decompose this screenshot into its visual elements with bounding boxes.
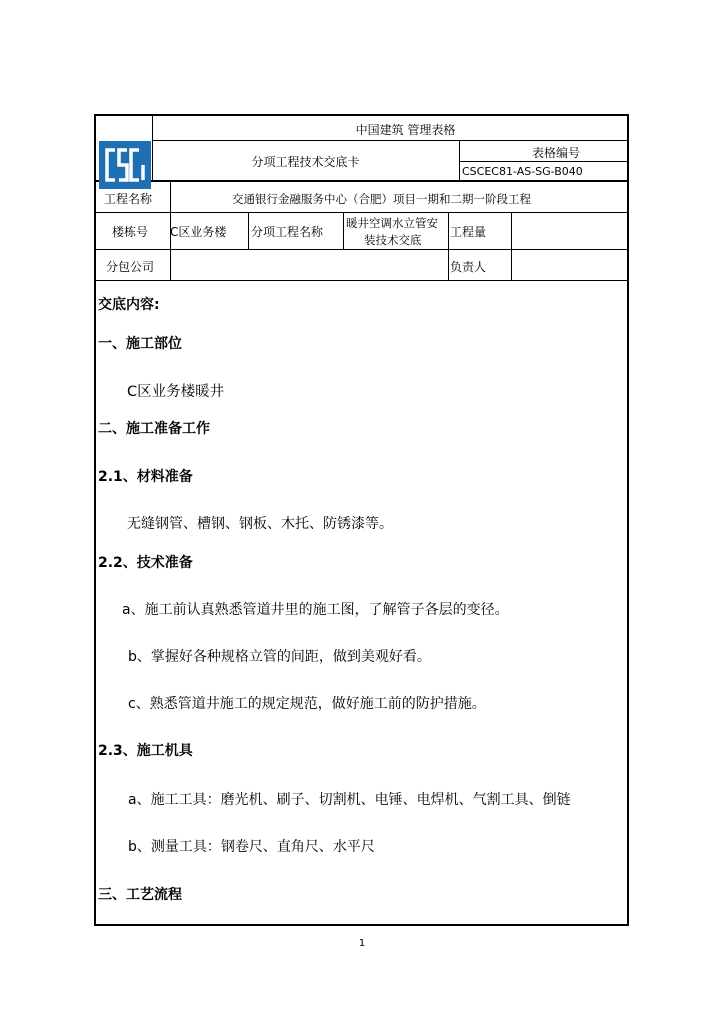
subitem-label: 分项工程名称 [251, 225, 324, 239]
section-2-1-text: 无缝钢管、槽钢、钢板、木托、防锈漆等。 [127, 516, 393, 532]
grid-line [152, 140, 629, 141]
grid-line [248, 212, 249, 249]
grid-line [343, 212, 344, 249]
grid-line [448, 212, 449, 280]
building-label: 楼栋号 [112, 225, 149, 239]
section-2-title: 二、施工准备工作 [98, 421, 210, 437]
form-number-label: 表格编号 [532, 146, 581, 160]
project-label: 工程名称 [104, 192, 153, 206]
section-2-3-title: 2.3、施工机具 [98, 743, 193, 759]
page-number: 1 [358, 938, 366, 949]
grid-line [94, 280, 629, 281]
section-2-2-item-a: a、施工前认真熟悉管道井里的施工图，了解管子各层的变径。 [122, 602, 509, 618]
project-value: 交通银行金融服务中心（合肥）项目一期和二期一阶段工程 [232, 192, 531, 206]
form-number: CSCEC81-AS-SG-B040 [462, 165, 583, 178]
section-2-3-item-a: a、施工工具：磨光机、刷子、切割机、电锤、电焊机、气割工具、倒链 [128, 792, 571, 808]
section-2-3-item-b: b、测量工具：钢卷尺、直角尺、水平尺 [128, 839, 375, 855]
content-intro: 交底内容: [98, 297, 160, 313]
grid-line [459, 140, 460, 181]
grid-line [94, 180, 629, 182]
subitem-value-line1: 暖井空调水立管安 [346, 216, 438, 230]
manager-label: 负责人 [450, 260, 487, 274]
section-2-2-item-b: b、掌握好各种规格立管的间距，做到美观好看。 [128, 649, 431, 665]
section-3-title: 三、工艺流程 [98, 887, 182, 903]
section-2-1-title: 2.1、材料准备 [98, 469, 193, 485]
section-2-2-item-c: c、熟悉管道井施工的规定规范，做好施工前的防护措施。 [128, 696, 486, 712]
grid-line [511, 212, 512, 280]
grid-line [459, 161, 629, 162]
quantity-label: 工程量 [450, 225, 487, 239]
company-logo [99, 141, 151, 189]
grid-line [94, 212, 629, 213]
section-2-2-title: 2.2、技术准备 [98, 555, 193, 571]
company-title: 中国建筑 管理表格 [355, 123, 456, 137]
subitem-value-line2: 装技术交底 [364, 233, 422, 247]
subcontractor-label: 分包公司 [106, 260, 155, 274]
grid-line [94, 249, 629, 250]
building-value: C区业务楼 [170, 225, 227, 239]
section-1-text: C区业务楼暖井 [127, 384, 225, 400]
section-1-title: 一、施工部位 [98, 336, 182, 352]
card-title: 分项工程技术交底卡 [251, 155, 360, 169]
